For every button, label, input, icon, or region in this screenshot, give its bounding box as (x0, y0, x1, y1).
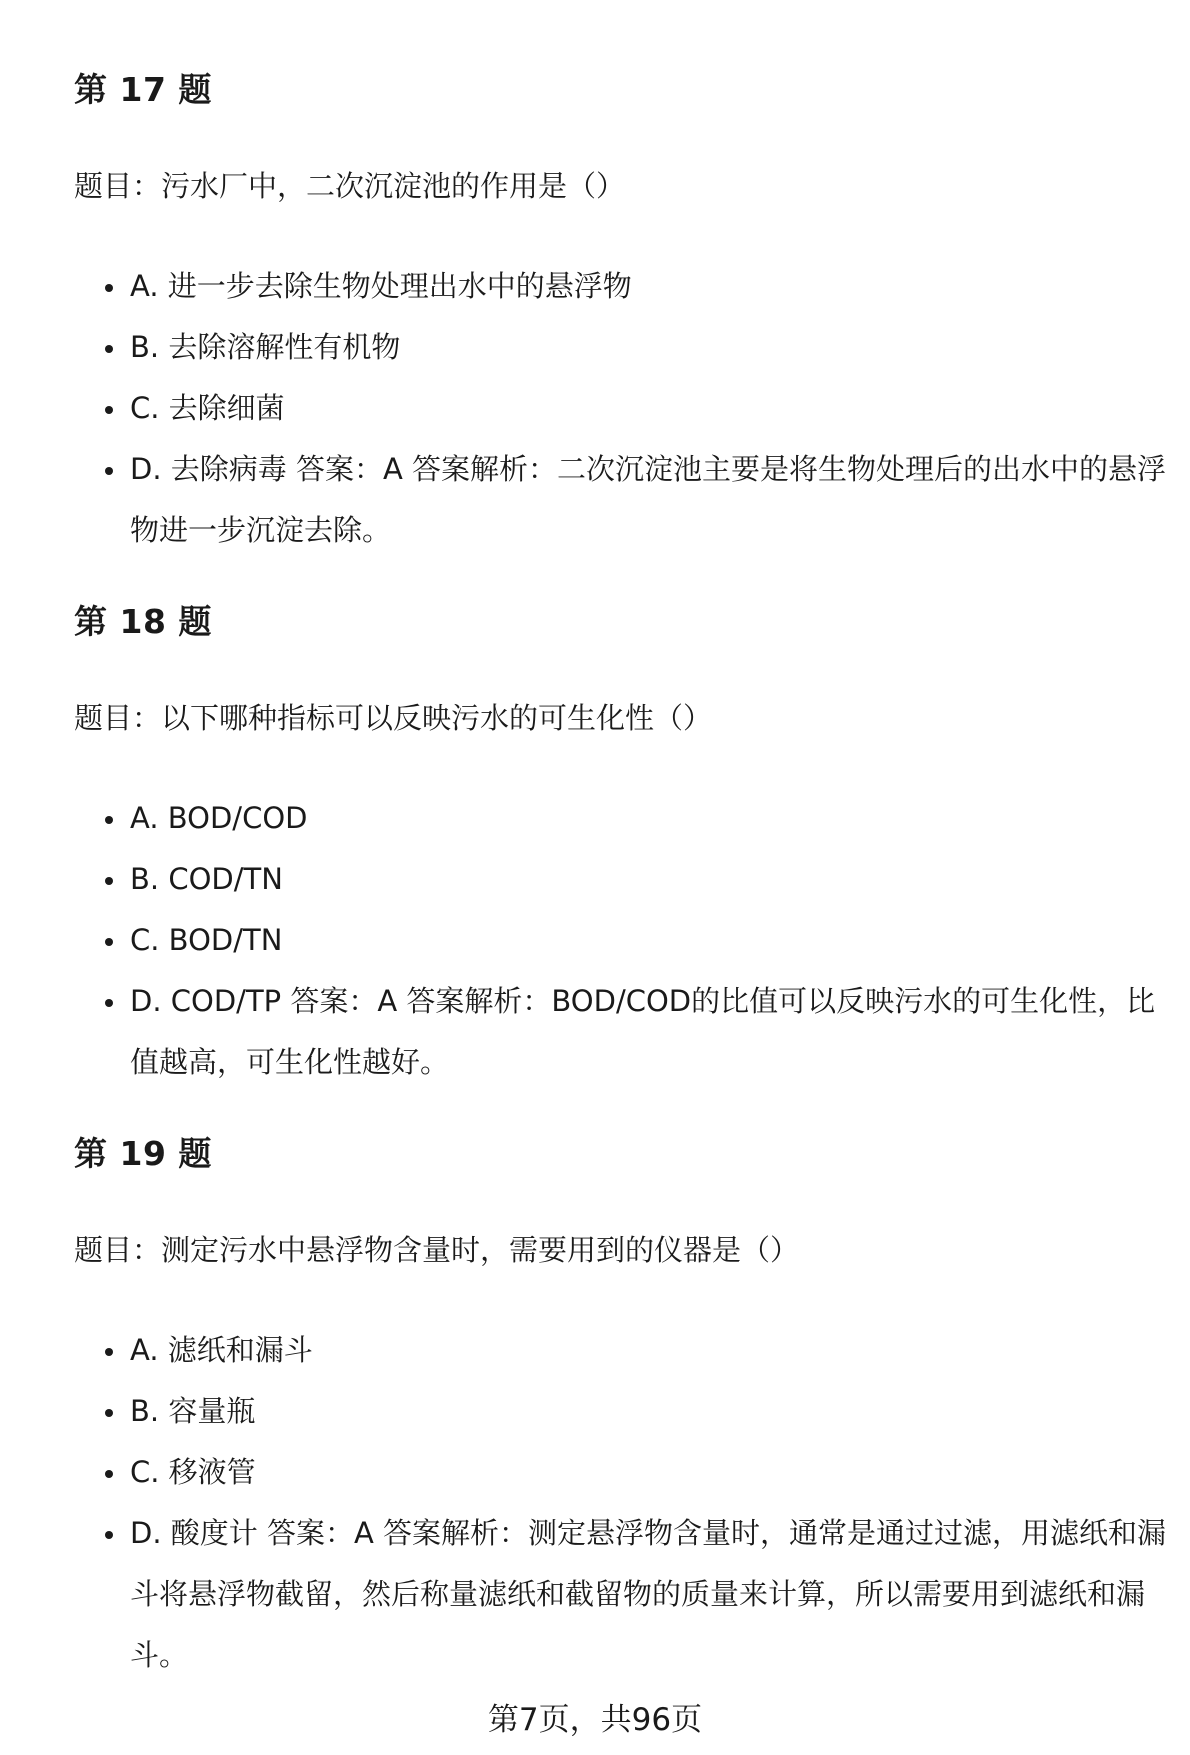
option-text: D. 酸度计 答案：A 答案解析：测定悬浮物含量时，通常是通过过滤，用滤纸和漏斗将悬浮物截留，然后称量滤纸和截留物的质量来计算，所以需要用到滤纸和漏斗。 (130, 1516, 1167, 1672)
option-item (74, 1442, 1174, 1503)
option-item (74, 317, 1174, 378)
bullet-icon (105, 999, 113, 1007)
question-18 (74, 600, 1174, 1079)
option-text: B. 去除溶解性有机物 (130, 330, 401, 364)
option-item (74, 256, 1174, 317)
bullet-icon (105, 816, 113, 824)
page-footer: 第7页，共96页 (487, 1702, 703, 1738)
option-list (74, 1320, 1174, 1686)
option-item (74, 1381, 1174, 1442)
option-text: C. 去除细菌 (130, 391, 285, 425)
question-heading: 第 17 题 (74, 70, 212, 109)
option-text: A. 滤纸和漏斗 (130, 1333, 313, 1367)
option-text: D. COD/TP 答案：A 答案解析：BOD/COD的比值可以反映污水的可生化性，比值越高，可生化性越好。 (130, 984, 1156, 1079)
option-item (74, 1503, 1174, 1686)
option-item (74, 910, 1174, 971)
question-text: 题目：以下哪种指标可以反映污水的可生化性（） (74, 701, 713, 735)
option-item (74, 378, 1174, 439)
bullet-icon (105, 284, 113, 292)
bullet-icon (105, 938, 113, 946)
question-19 (74, 1132, 1174, 1672)
option-text: D. 去除病毒 答案：A 答案解析：二次沉淀池主要是将生物处理后的出水中的悬浮物进一步沉淀去除。 (130, 452, 1167, 547)
question-text: 题目：测定污水中悬浮物含量时，需要用到的仪器是（） (74, 1233, 800, 1267)
option-list (74, 788, 1174, 1093)
option-text: B. COD/TN (130, 862, 283, 896)
bullet-icon (105, 1470, 113, 1478)
option-item (74, 439, 1174, 561)
option-text: A. 进一步去除生物处理出水中的悬浮物 (130, 269, 632, 303)
option-text: C. 移液管 (130, 1455, 256, 1489)
option-text: C. BOD/TN (130, 923, 283, 957)
question-heading: 第 19 题 (74, 1134, 212, 1173)
bullet-icon (105, 406, 113, 414)
bullet-icon (105, 345, 113, 353)
option-item (74, 1320, 1174, 1381)
bullet-icon (105, 877, 113, 885)
option-item (74, 971, 1174, 1093)
question-heading: 第 18 题 (74, 602, 212, 641)
bullet-icon (105, 1409, 113, 1417)
bullet-icon (105, 1348, 113, 1356)
option-list (74, 256, 1174, 561)
question-text: 题目：污水厂中，二次沉淀池的作用是（） (74, 169, 626, 203)
bullet-icon (105, 1531, 113, 1539)
option-item (74, 788, 1174, 849)
option-text: B. 容量瓶 (130, 1394, 256, 1428)
bullet-icon (105, 467, 113, 475)
option-text: A. BOD/COD (130, 801, 308, 835)
option-item (74, 849, 1174, 910)
question-17 (74, 68, 1174, 547)
